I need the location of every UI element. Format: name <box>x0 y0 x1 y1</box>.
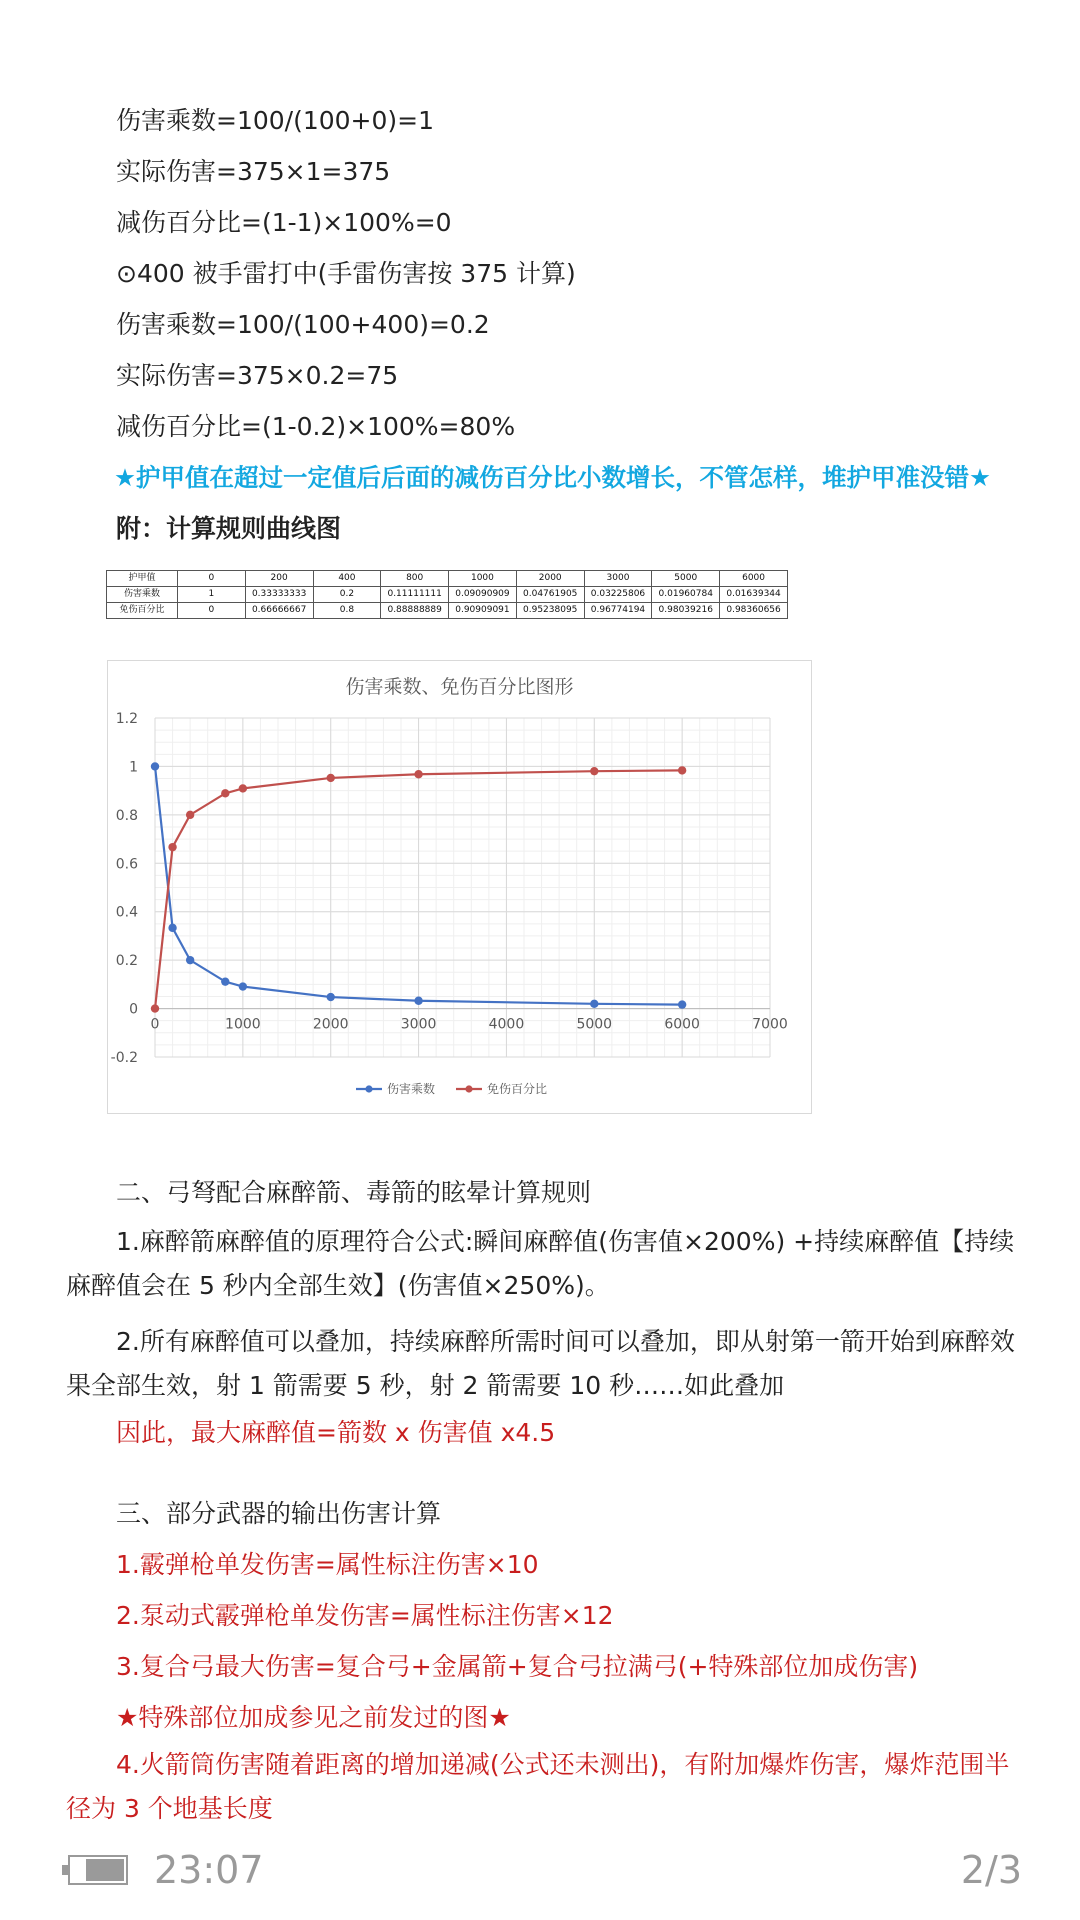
legend-label: 伤害乘数 <box>387 1082 436 1096</box>
table-cell: 0.8 <box>313 603 381 619</box>
table-cell: 0.09090909 <box>449 587 517 603</box>
table-cell: 0.95238095 <box>516 603 584 619</box>
data-point <box>151 1004 159 1012</box>
data-point <box>414 770 422 778</box>
table-cell: 0.66666667 <box>245 603 313 619</box>
table-cell: 400 <box>313 571 381 587</box>
table-cell: 0.33333333 <box>245 587 313 603</box>
data-point <box>151 762 159 770</box>
section3-item: 2.泵动式霰弹枪单发伤害=属性标注伤害×12 <box>116 1601 614 1630</box>
y-tick-label: 0.8 <box>115 807 138 824</box>
data-point <box>414 997 422 1005</box>
data-point <box>678 1000 686 1008</box>
table-cell: 5000 <box>652 571 720 587</box>
section3-item-4: 4.火箭筒伤害随着距离的增加递减(公式还未测出)，有附加爆炸伤害，爆炸范围半径为 3 个地基长度 <box>66 1750 1010 1823</box>
table-row <box>107 587 788 603</box>
table-cell: 0.90909091 <box>449 603 517 619</box>
chart-svg <box>108 661 811 1113</box>
y-tick-label: 0.2 <box>115 953 138 970</box>
data-point <box>239 784 247 792</box>
data-point <box>168 843 176 851</box>
table-row-header: 护甲值 <box>107 571 178 587</box>
table-cell: 0.2 <box>313 587 381 603</box>
section3-title: 三、部分武器的输出伤害计算 <box>116 1499 442 1528</box>
x-tick-label: 0 <box>150 1016 160 1033</box>
section3-item: 1.霰弹枪单发伤害=属性标注伤害×10 <box>116 1550 539 1579</box>
table-row-header: 伤害乘数 <box>107 587 178 603</box>
y-tick-label: -0.2 <box>110 1050 138 1066</box>
clock: 23:07 <box>154 1848 264 1892</box>
y-tick-label: 0.4 <box>115 904 138 921</box>
data-point <box>590 767 598 775</box>
table-cell: 0 <box>178 603 246 619</box>
data-point <box>327 993 335 1001</box>
text-line: 实际伤害=375×1=375 <box>116 157 391 186</box>
line-chart <box>107 660 812 1114</box>
x-tick-label: 7000 <box>752 1016 788 1033</box>
chart-title: 伤害乘数、免伤百分比图形 <box>345 676 574 698</box>
highlight-note: ★护甲值在超过一定值后后面的减伤百分比小数增长，不管怎样，堆护甲准没错★ <box>114 463 991 492</box>
data-point <box>327 774 335 782</box>
section3-item: 3.复合弓最大伤害=复合弓+金属箭+复合弓拉满弓(+特殊部位加成伤害) <box>116 1652 919 1681</box>
table-cell: 2000 <box>516 571 584 587</box>
legend-marker <box>365 1085 372 1092</box>
appendix-title: 附：计算规则曲线图 <box>116 514 342 543</box>
table-cell: 1 <box>178 587 246 603</box>
y-tick-label: 1 <box>129 759 138 776</box>
section2-conclusion: 因此，最大麻醉值=箭数 x 伤害值 x4.5 <box>116 1418 556 1447</box>
page-indicator: 2/3 <box>960 1848 1022 1892</box>
table-cell: 0.98360656 <box>720 603 788 619</box>
data-point <box>221 789 229 797</box>
table-cell: 0.03225806 <box>584 587 652 603</box>
data-point <box>678 766 686 774</box>
table-cell: 0 <box>178 571 246 587</box>
table-cell: 0.96774194 <box>584 603 652 619</box>
legend-label: 免伤百分比 <box>487 1082 548 1096</box>
table-row <box>107 571 788 587</box>
table-row <box>107 603 788 619</box>
legend-marker <box>465 1085 472 1092</box>
table-cell: 3000 <box>584 571 652 587</box>
battery-icon <box>62 1855 130 1885</box>
x-tick-label: 6000 <box>664 1016 700 1033</box>
table-cell: 0.11111111 <box>381 587 449 603</box>
text-line: 伤害乘数=100/(100+400)=0.2 <box>116 310 490 339</box>
table-cell: 0.01639344 <box>720 587 788 603</box>
text-line: 伤害乘数=100/(100+0)=1 <box>116 106 435 135</box>
x-tick-label: 5000 <box>576 1016 613 1033</box>
x-tick-label: 1000 <box>225 1016 261 1033</box>
x-tick-label: 2000 <box>312 1016 349 1033</box>
table-cell: 200 <box>245 571 313 587</box>
data-point <box>186 811 194 819</box>
section2-title: 二、弓弩配合麻醉箭、毒箭的眩晕计算规则 <box>116 1178 592 1207</box>
table-cell: 800 <box>381 571 449 587</box>
text-line: 实际伤害=375×0.2=75 <box>116 361 399 390</box>
table-cell: 0.01960784 <box>652 587 720 603</box>
table-cell: 0.88888889 <box>381 603 449 619</box>
section2-paragraph-1: 1.麻醉箭麻醉值的原理符合公式:瞬间麻醉值(伤害值×200%) +持续麻醉值【持续麻醉值会在 5 秒内全部生效】(伤害值×250%)。 <box>66 1227 1015 1300</box>
armor-table <box>106 570 788 619</box>
table-cell: 6000 <box>720 571 788 587</box>
x-tick-label: 4000 <box>488 1016 525 1033</box>
x-tick-label: 3000 <box>400 1016 437 1033</box>
data-point <box>168 924 176 932</box>
y-tick-label: 0.6 <box>115 856 138 873</box>
data-point <box>221 977 229 985</box>
data-point <box>590 1000 598 1008</box>
table-cell: 0.04761905 <box>516 587 584 603</box>
table-cell: 0.98039216 <box>652 603 720 619</box>
data-point <box>186 956 194 964</box>
data-point <box>239 982 247 990</box>
section3-item: ★特殊部位加成参见之前发过的图★ <box>116 1703 511 1732</box>
y-tick-label: 0 <box>129 1001 138 1018</box>
text-line: ⊙400 被手雷打中(手雷伤害按 375 计算) <box>116 259 576 288</box>
y-tick-label: 1.2 <box>115 711 138 727</box>
table-row-header: 免伤百分比 <box>107 603 178 619</box>
table-cell: 1000 <box>449 571 517 587</box>
text-line: 减伤百分比=(1-0.2)×100%=80% <box>116 412 516 441</box>
text-line: 减伤百分比=(1-1)×100%=0 <box>116 208 452 237</box>
section2-paragraph-2: 2.所有麻醉值可以叠加，持续麻醉所需时间可以叠加，即从射第一箭开始到麻醉效果全部生效，射 1 箭需要 5 秒，射 2 箭需要 10 秒……如此叠加 <box>66 1327 1015 1400</box>
